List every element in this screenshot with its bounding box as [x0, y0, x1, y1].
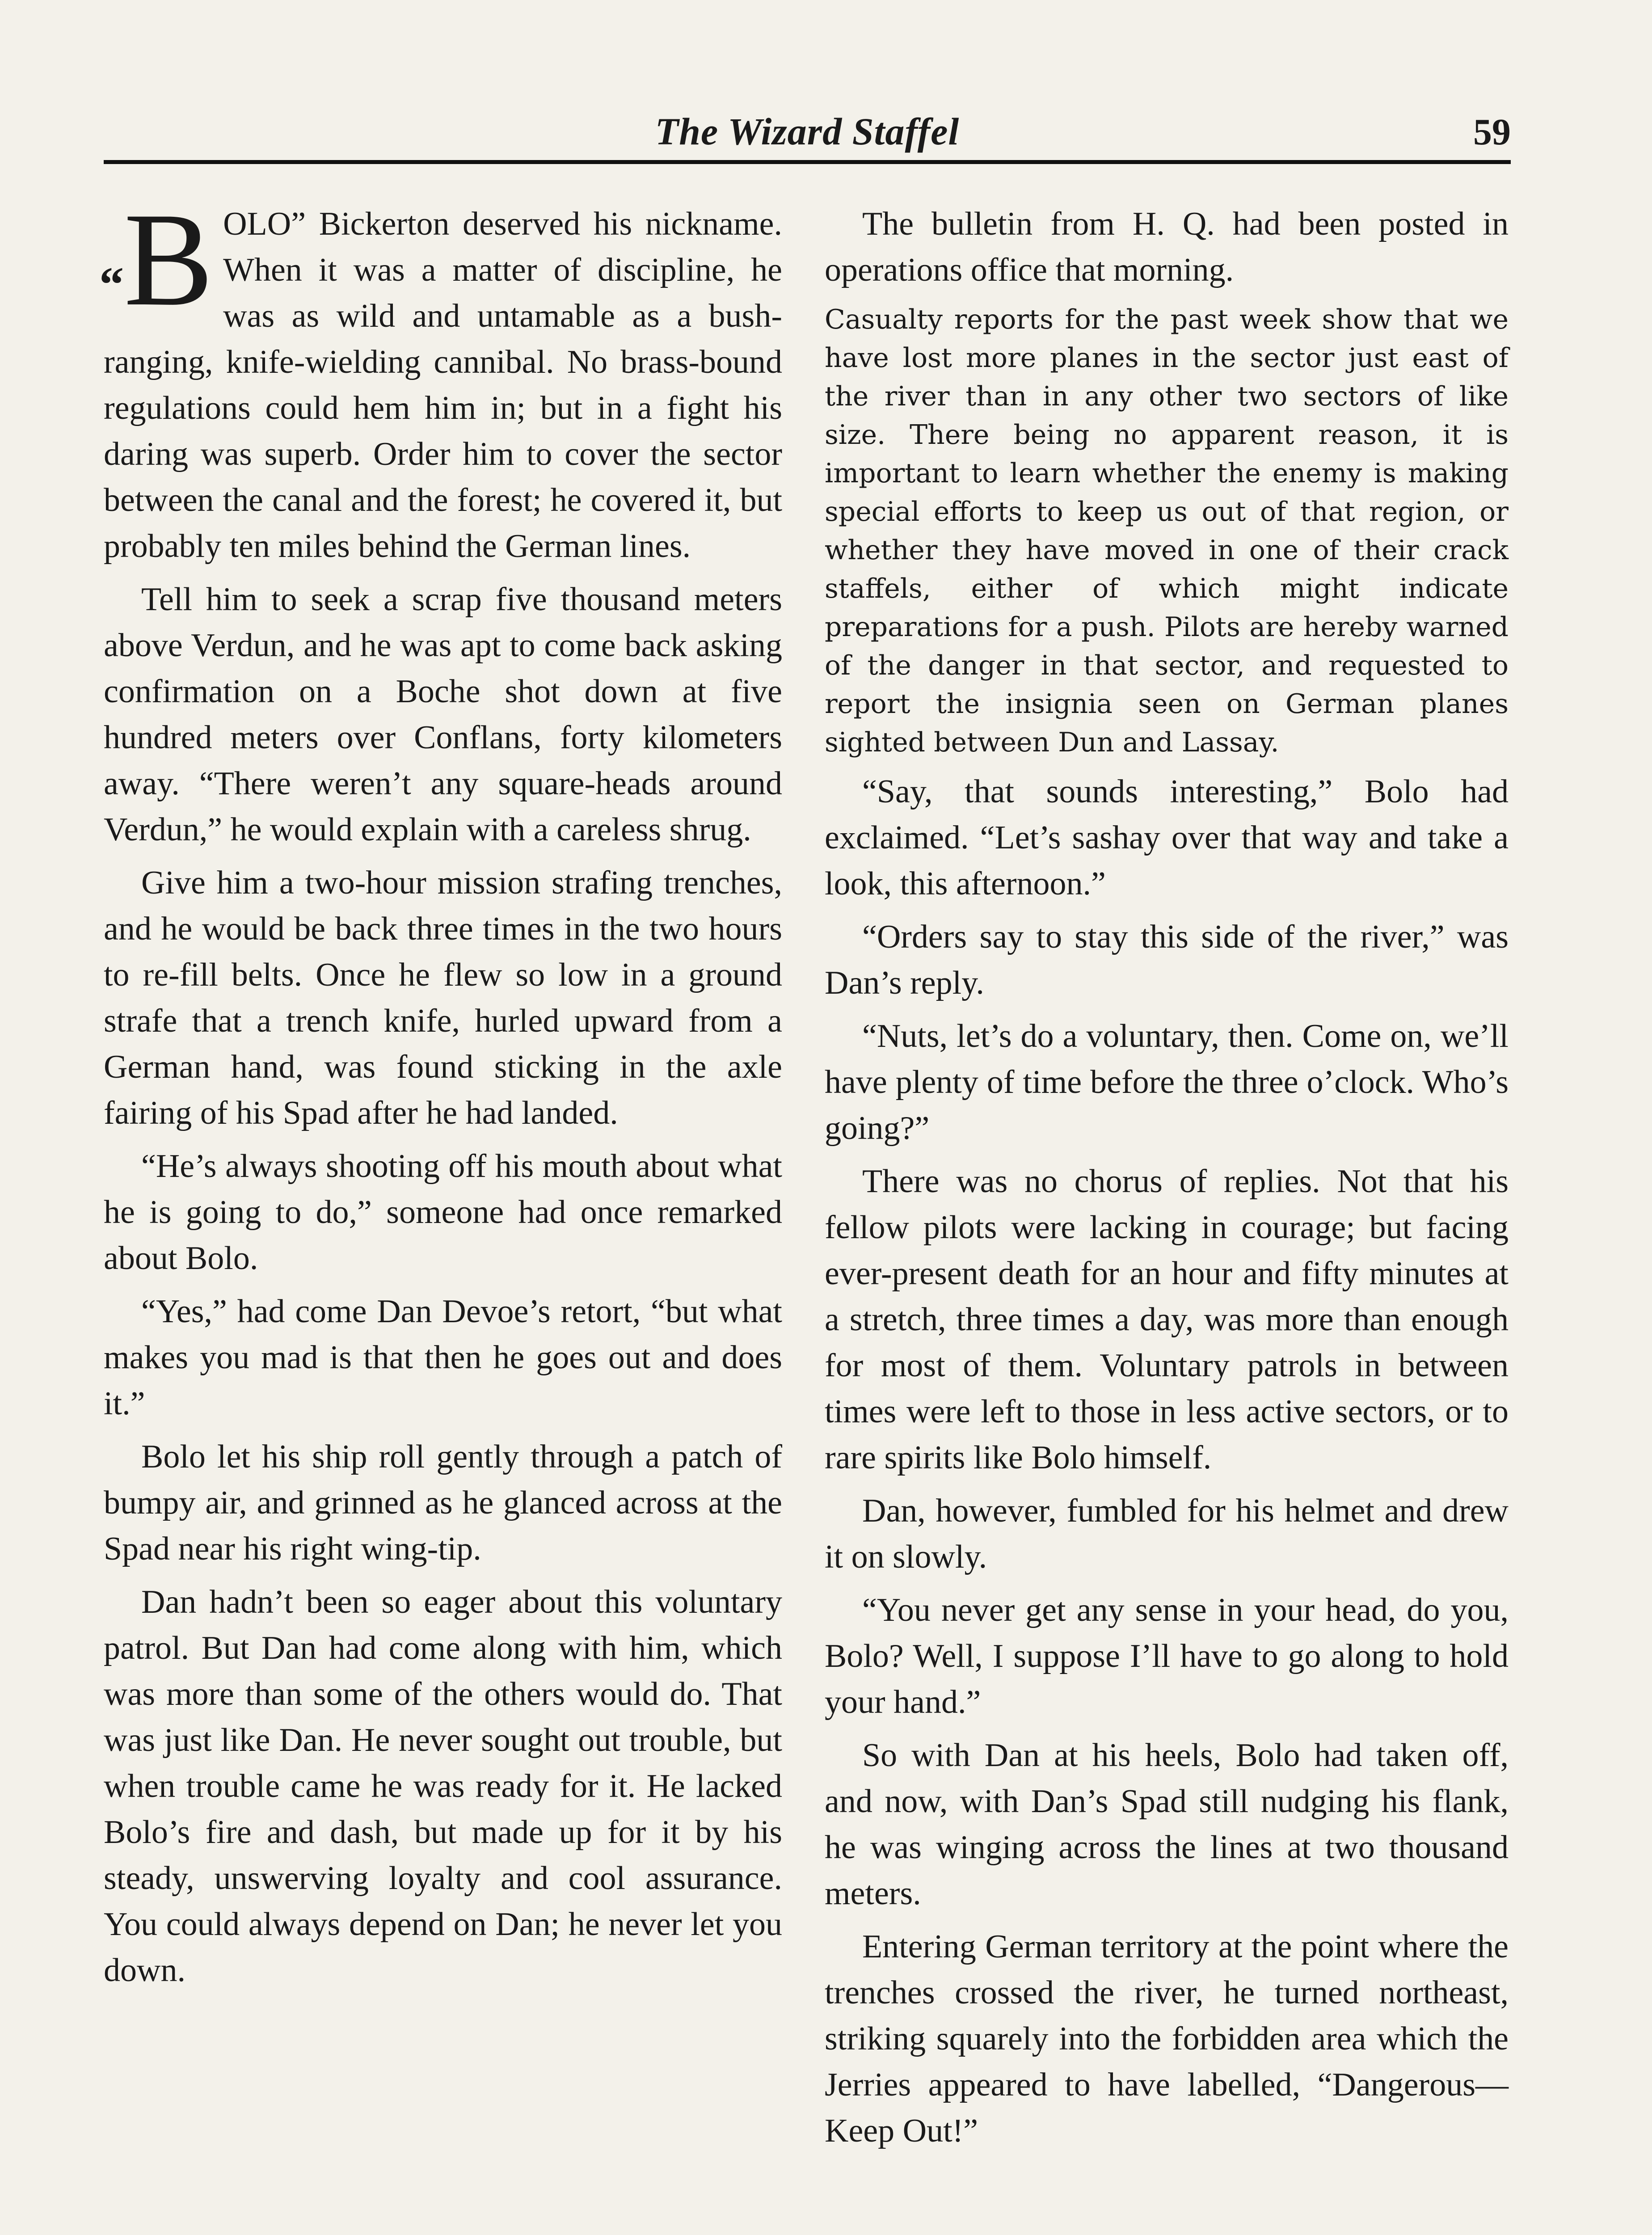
paragraph: Tell him to seek a scrap five thousand meters above Verdun, and he was apt to come back asking confirmation on a Boche shot down at five hundred meters over Conflans, forty kilometers away. “There weren’t any square-heads around Verdun,” he would explain with a careless shrug.	[104, 581, 782, 848]
running-title: The Wizard Staffel	[655, 110, 960, 153]
paragraph: “Nuts, let’s do a voluntary, then. Come on, we’ll have plenty of time before the three o’clock. Who’s going?”	[825, 1018, 1509, 1147]
running-header	[104, 97, 1511, 164]
opening-paragraph	[99, 185, 782, 569]
drop-cap-letter: B	[124, 185, 214, 333]
paragraph: Give him a two-hour mission strafing trenches, and he would be back three times in the two hours to re-fill belts. Once he flew so low in a ground strafe that a trench knife, hurled upward from a German hand, was found sticking in the axle fairing of his Spad after he had landed.	[104, 864, 782, 1131]
paragraph: There was no chorus of replies. Not that his fellow pilots were lacking in courage; but facing ever-present death for an hour and fifty minutes at a stretch, three times a day, was more than enough for most of them. Voluntary patrols in between times were left to those in less active sectors, or to rare spirits like Bolo himself.	[825, 1163, 1509, 1476]
paragraph: So with Dan at his heels, Bolo had taken off, and now, with Dan’s Spad still nudging his flank, he was winging across the lines at two thousand meters.	[825, 1737, 1509, 1912]
drop-cap	[99, 185, 214, 336]
paragraph: Bolo let his ship roll gently through a patch of bumpy air, and grinned as he glanced across at the Spad near his right wing-tip.	[104, 1438, 782, 1567]
right-column	[825, 201, 1509, 2161]
paragraph: “He’s always shooting off his mouth about what he is going to do,” someone had once remarked about Bolo.	[104, 1148, 782, 1277]
paragraph: “Orders say to stay this side of the river,” was Dan’s reply.	[825, 919, 1509, 1001]
drop-cap-word-rest: OLO”	[223, 206, 306, 242]
hq-bulletin: Casualty reports for the past week show that we have lost more planes in the sector just east of the river than in any other two sectors of like size. There being no apparent reason, it is important to learn whether the enemy is making special efforts to keep us out of that region, or whether they have moved in one of their crack staffels, either of which might indicate preparations for a push. Pilots are hereby warned of the danger in that sector, and requested to report the insignia seen on German planes sighted between Dun and Lassay.	[825, 304, 1509, 758]
left-column	[99, 185, 782, 2001]
page-number: 59	[1473, 111, 1511, 153]
paragraph: “Say, that sounds interesting,” Bolo had exclaimed. “Let’s sashay over that way and take a look, this afternoon.”	[825, 773, 1509, 902]
paragraph: The bulletin from H. Q. had been posted in operations office that morning.	[825, 206, 1509, 288]
paragraph: “Yes,” had come Dan Devoe’s retort, “but what makes you mad is that then he goes out and does it.”	[104, 1293, 782, 1422]
opening-quote-mark: “	[99, 257, 124, 312]
paragraph: Entering German territory at the point where the trenches crossed the river, he turned northeast, striking squarely into the forbidden area which the Jerries appeared to have labelled, “Dangerous—Keep Out!”	[825, 1928, 1509, 2149]
paragraph: Dan hadn’t been so eager about this voluntary patrol. But Dan had come along with him, which was more than some of the others would do. That was just like Dan. He never sought out trouble, but when trouble came he was ready for it. He lacked Bolo’s fire and dash, but made up for it by his steady, unswerving loyalty and cool assurance. You could always depend on Dan; he never let you down.	[104, 1584, 782, 1989]
paragraph: “You never get any sense in your head, do you, Bolo? Well, I suppose I’ll have to go along to hold your hand.”	[825, 1592, 1509, 1721]
opening-paragraph-text: Bickerton deserved his nickname. When it was a matter of discipline, he was as wild and untamable as a bush-ranging, knife-wielding cannibal. No brass-bound regulations could hem him in; but in a fight his daring was superb. Order him to cover the sector between the canal and the forest; he covered it, but probably ten miles behind the German lines.	[104, 206, 782, 565]
paragraph: Dan, however, fumbled for his helmet and drew it on slowly.	[825, 1493, 1509, 1575]
